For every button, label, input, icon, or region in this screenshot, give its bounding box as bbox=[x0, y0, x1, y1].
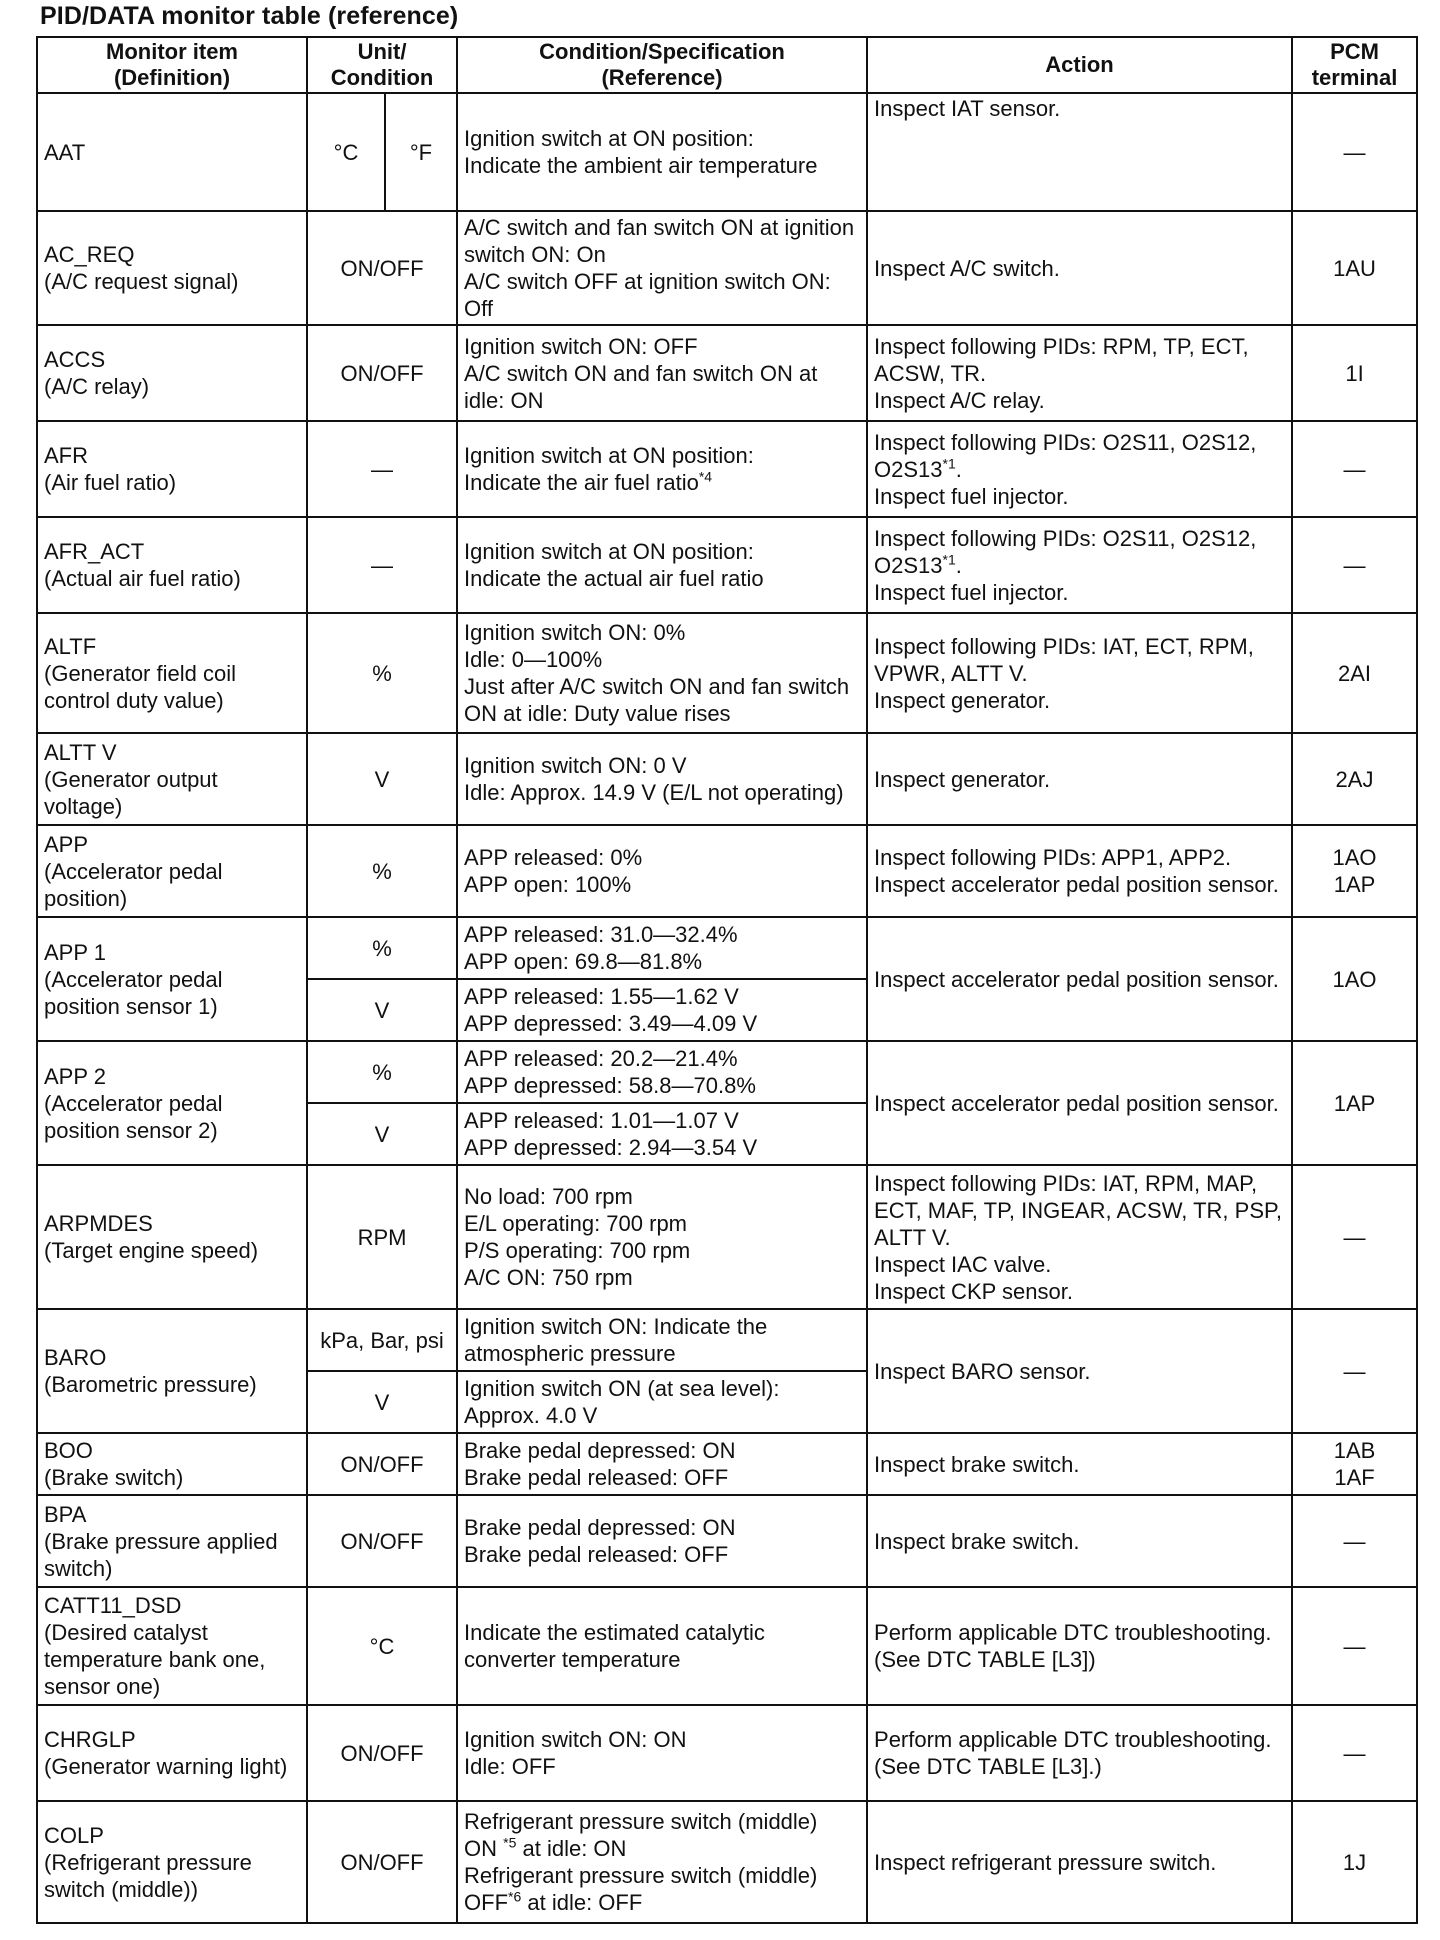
footnote-marker: *4 bbox=[698, 468, 713, 485]
unit: °C bbox=[307, 1587, 457, 1705]
condition: Ignition switch ON: Indicate the atmospheric pressure bbox=[457, 1309, 867, 1371]
table-row bbox=[37, 1705, 1417, 1801]
condition: Ignition switch ON: OFF A/C switch ON and fan switch ON at idle: ON bbox=[457, 325, 867, 421]
pcm-terminal: — bbox=[1292, 1587, 1417, 1705]
monitor-item: APP (Accelerator pedal position) bbox=[37, 825, 307, 917]
action: Perform applicable DTC troubleshooting. (See DTC TABLE [L3].) bbox=[867, 1705, 1292, 1801]
pcm-terminal: 1I bbox=[1292, 325, 1417, 421]
action: Inspect following PIDs: APP1, APP2. Inspect accelerator pedal position sensor. bbox=[867, 825, 1292, 917]
action: Inspect A/C switch. bbox=[867, 211, 1292, 325]
header-monitor-item: Monitor item (Definition) bbox=[37, 37, 307, 93]
table-row bbox=[37, 825, 1417, 917]
header-unit: Unit/ Condition bbox=[307, 37, 457, 93]
pcm-terminal: 2AJ bbox=[1292, 733, 1417, 825]
table-row bbox=[37, 733, 1417, 825]
footnote-marker: *6 bbox=[508, 1888, 522, 1905]
table-row bbox=[37, 211, 1417, 325]
header-condition: Condition/Specification (Reference) bbox=[457, 37, 867, 93]
monitor-item: APP 2 (Accelerator pedal position sensor 2) bbox=[37, 1041, 307, 1165]
monitor-item: APP 1 (Accelerator pedal position sensor 1) bbox=[37, 917, 307, 1041]
table-row bbox=[37, 1041, 1417, 1103]
table-header-row bbox=[37, 37, 1417, 93]
table-row bbox=[37, 1165, 1417, 1309]
condition: Ignition switch ON: ON Idle: OFF bbox=[457, 1705, 867, 1801]
action: Inspect BARO sensor. bbox=[867, 1309, 1292, 1433]
condition: Ignition switch ON (at sea level): Approx. 4.0 V bbox=[457, 1371, 867, 1433]
unit: ON/OFF bbox=[307, 1495, 457, 1587]
header-pcm-terminal: PCM terminal bbox=[1292, 37, 1417, 93]
action: Inspect generator. bbox=[867, 733, 1292, 825]
condition: APP released: 1.01—1.07 V APP depressed: 2.94—3.54 V bbox=[457, 1103, 867, 1165]
monitor-item: AFR_ACT (Actual air fuel ratio) bbox=[37, 517, 307, 613]
pid-monitor-table bbox=[36, 36, 1418, 1924]
pcm-terminal: — bbox=[1292, 1495, 1417, 1587]
table-row bbox=[37, 917, 1417, 979]
condition: Brake pedal depressed: ON Brake pedal released: OFF bbox=[457, 1495, 867, 1587]
condition: Ignition switch at ON position: Indicate the ambient air temperature bbox=[457, 93, 867, 211]
pcm-terminal: 1AO bbox=[1292, 917, 1417, 1041]
condition: No load: 700 rpm E/L operating: 700 rpm P/S operating: 700 rpm A/C ON: 750 rpm bbox=[457, 1165, 867, 1309]
pcm-terminal: 1AP bbox=[1292, 1041, 1417, 1165]
table-row bbox=[37, 1433, 1417, 1495]
table-row bbox=[37, 1587, 1417, 1705]
monitor-item: ALTF (Generator field coil control duty value) bbox=[37, 613, 307, 733]
unit: % bbox=[307, 613, 457, 733]
action: Inspect refrigerant pressure switch. bbox=[867, 1801, 1292, 1923]
condition: APP released: 31.0—32.4% APP open: 69.8—81.8% bbox=[457, 917, 867, 979]
monitor-item: AC_REQ (A/C request signal) bbox=[37, 211, 307, 325]
pcm-terminal: — bbox=[1292, 1705, 1417, 1801]
table-row bbox=[37, 1495, 1417, 1587]
table-row bbox=[37, 421, 1417, 517]
unit: ON/OFF bbox=[307, 1801, 457, 1923]
monitor-item: BARO (Barometric pressure) bbox=[37, 1309, 307, 1433]
monitor-item: CHRGLP (Generator warning light) bbox=[37, 1705, 307, 1801]
action: Inspect brake switch. bbox=[867, 1495, 1292, 1587]
unit: V bbox=[307, 733, 457, 825]
unit-celsius: °C bbox=[307, 93, 385, 211]
action: Inspect following PIDs: O2S11, O2S12, O2S13$^{*1}$. Inspect fuel injector. bbox=[867, 421, 1292, 517]
action: Perform applicable DTC troubleshooting. (See DTC TABLE [L3]) bbox=[867, 1587, 1292, 1705]
table-row bbox=[37, 1309, 1417, 1371]
action: Inspect following PIDs: RPM, TP, ECT, ACSW, TR. Inspect A/C relay. bbox=[867, 325, 1292, 421]
unit: ON/OFF bbox=[307, 1433, 457, 1495]
monitor-item: ACCS (A/C relay) bbox=[37, 325, 307, 421]
table-row bbox=[37, 325, 1417, 421]
pcm-terminal: 1AU bbox=[1292, 211, 1417, 325]
pcm-terminal: — bbox=[1292, 1165, 1417, 1309]
condition: APP released: 0% APP open: 100% bbox=[457, 825, 867, 917]
footnote-marker: *1 bbox=[942, 455, 956, 472]
action: Inspect following PIDs: IAT, RPM, MAP, ECT, MAF, TP, INGEAR, ACSW, TR, PSP, ALTT V. Inspect IAC valve. Inspect CKP sensor. bbox=[867, 1165, 1292, 1309]
unit: ON/OFF bbox=[307, 325, 457, 421]
unit-fahrenheit: °F bbox=[385, 93, 457, 211]
pcm-terminal: 1AB 1AF bbox=[1292, 1433, 1417, 1495]
condition: Ignition switch ON: 0 V Idle: Approx. 14.9 V (E/L not operating) bbox=[457, 733, 867, 825]
unit: % bbox=[307, 1041, 457, 1103]
monitor-item: ALTT V (Generator output voltage) bbox=[37, 733, 307, 825]
pcm-terminal: — bbox=[1292, 421, 1417, 517]
condition: APP released: 20.2—21.4% APP depressed: 58.8—70.8% bbox=[457, 1041, 867, 1103]
condition: Indicate the estimated catalytic converter temperature bbox=[457, 1587, 867, 1705]
unit: V bbox=[307, 1371, 457, 1433]
pcm-terminal: — bbox=[1292, 93, 1417, 211]
unit: ON/OFF bbox=[307, 211, 457, 325]
condition: Ignition switch at ON position: Indicate the actual air fuel ratio bbox=[457, 517, 867, 613]
table-title: PID/DATA monitor table (reference) bbox=[40, 2, 459, 30]
monitor-item: AFR (Air fuel ratio) bbox=[37, 421, 307, 517]
action: Inspect following PIDs: IAT, ECT, RPM, VPWR, ALTT V. Inspect generator. bbox=[867, 613, 1292, 733]
action: Inspect brake switch. bbox=[867, 1433, 1292, 1495]
unit: RPM bbox=[307, 1165, 457, 1309]
pcm-terminal: 1J bbox=[1292, 1801, 1417, 1923]
condition: Refrigerant pressure switch (middle) ON $^{*5}$ at idle: ON Refrigerant pressure switch (middle) OFF$^{*6}$ at idle: OFF bbox=[457, 1801, 867, 1923]
table-row bbox=[37, 613, 1417, 733]
header-action: Action bbox=[867, 37, 1292, 93]
unit: V bbox=[307, 979, 457, 1041]
pcm-terminal: 1AO 1AP bbox=[1292, 825, 1417, 917]
condition: Ignition switch at ON position: Indicate the air fuel ratio$^{*4}$ bbox=[457, 421, 867, 517]
table-row bbox=[37, 1801, 1417, 1923]
condition: A/C switch and fan switch ON at ignition switch ON: On A/C switch OFF at ignition switch ON: Off bbox=[457, 211, 867, 325]
condition: Ignition switch ON: 0% Idle: 0—100% Just after A/C switch ON and fan switch ON at idle: Duty value rises bbox=[457, 613, 867, 733]
unit: % bbox=[307, 917, 457, 979]
action: Inspect IAT sensor. bbox=[867, 93, 1292, 211]
unit: % bbox=[307, 825, 457, 917]
monitor-item: COLP (Refrigerant pressure switch (middle)) bbox=[37, 1801, 307, 1923]
footnote-marker: *5 bbox=[503, 1834, 517, 1851]
condition: APP released: 1.55—1.62 V APP depressed: 3.49—4.09 V bbox=[457, 979, 867, 1041]
monitor-item: CATT11_DSD (Desired catalyst temperature bank one, sensor one) bbox=[37, 1587, 307, 1705]
footnote-marker: *1 bbox=[942, 551, 956, 568]
table-row bbox=[37, 93, 1417, 211]
unit: — bbox=[307, 421, 457, 517]
monitor-item: BPA (Brake pressure applied switch) bbox=[37, 1495, 307, 1587]
pcm-terminal: — bbox=[1292, 517, 1417, 613]
unit: ON/OFF bbox=[307, 1705, 457, 1801]
pcm-terminal: 2AI bbox=[1292, 613, 1417, 733]
unit: V bbox=[307, 1103, 457, 1165]
table-row bbox=[37, 517, 1417, 613]
pcm-terminal: — bbox=[1292, 1309, 1417, 1433]
monitor-item: ARPMDES (Target engine speed) bbox=[37, 1165, 307, 1309]
unit: kPa, Bar, psi bbox=[307, 1309, 457, 1371]
monitor-item: AAT bbox=[37, 93, 307, 211]
condition: Brake pedal depressed: ON Brake pedal released: OFF bbox=[457, 1433, 867, 1495]
monitor-item: BOO (Brake switch) bbox=[37, 1433, 307, 1495]
unit: — bbox=[307, 517, 457, 613]
action: Inspect following PIDs: O2S11, O2S12, O2S13$^{*1}$. Inspect fuel injector. bbox=[867, 517, 1292, 613]
action: Inspect accelerator pedal position sensor. bbox=[867, 1041, 1292, 1165]
action: Inspect accelerator pedal position sensor. bbox=[867, 917, 1292, 1041]
